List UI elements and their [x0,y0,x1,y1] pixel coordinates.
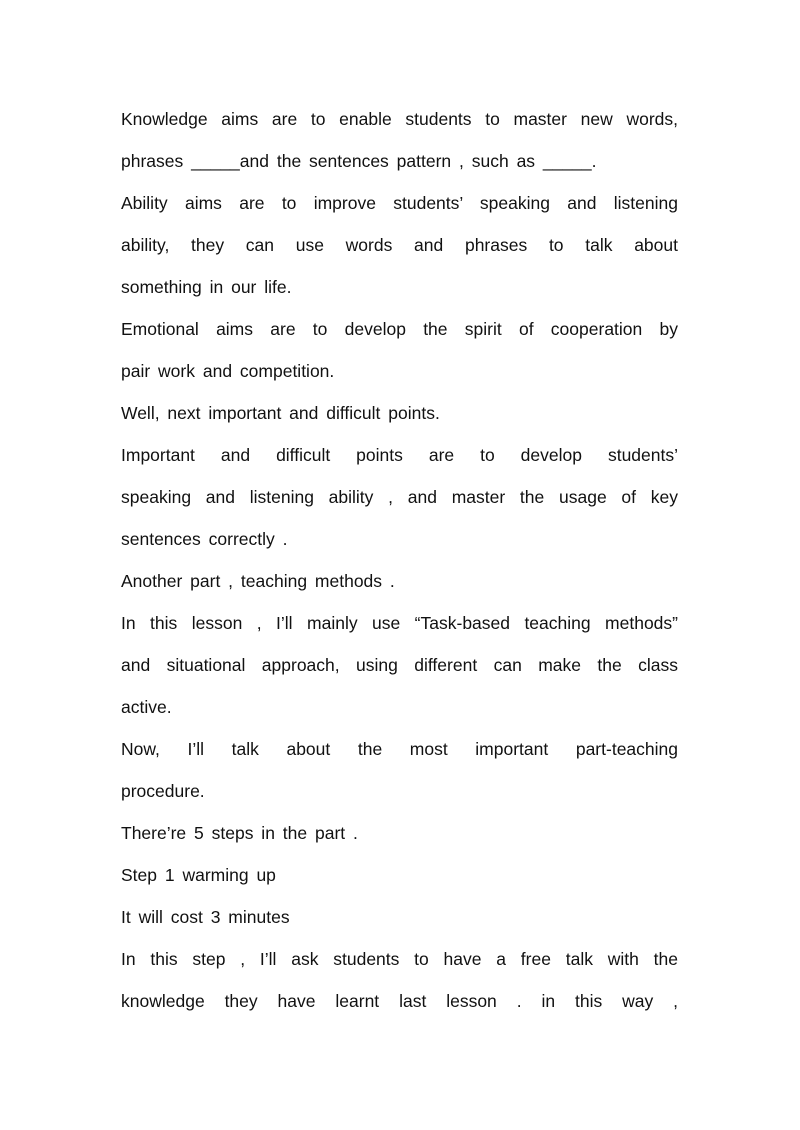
text-line: In this step , I’ll ask students to have a free talk with the [121,949,678,969]
text-line: Another part , teaching methods . [121,571,395,591]
text-line: Well, next important and difficult points. [121,403,440,423]
text-line: Ability aims are to improve students’ speaking and listening [121,193,678,213]
text-line: pair work and competition. [121,361,335,381]
text-line: knowledge they have learnt last lesson . in this way , [121,991,678,1011]
text-line: Now, I’ll talk about the most important part-teaching [121,739,678,759]
text-line: sentences correctly . [121,529,288,549]
text-line: There’re 5 steps in the part . [121,823,358,843]
text-line: It will cost 3 minutes [121,907,290,927]
text-line: Step 1 warming up [121,865,276,885]
text-line: Knowledge aims are to enable students to master new words, [121,109,678,129]
text-line: procedure. [121,781,205,801]
text-line: and situational approach, using different can make the class [121,655,678,675]
text-line: active. [121,697,172,717]
text-line: phrases _____and the sentences pattern , such as _____. [121,151,597,171]
document-body [121,98,678,1022]
text-line: Important and difficult points are to develop students’ [121,445,678,465]
text-line: In this lesson , I’ll mainly use “Task-based teaching methods” [121,613,678,633]
text-line: speaking and listening ability , and master the usage of key [121,487,678,507]
text-line: ability, they can use words and phrases to talk about [121,235,678,255]
text-line: something in our life. [121,277,292,297]
text-line: Emotional aims are to develop the spirit of cooperation by [121,319,678,339]
